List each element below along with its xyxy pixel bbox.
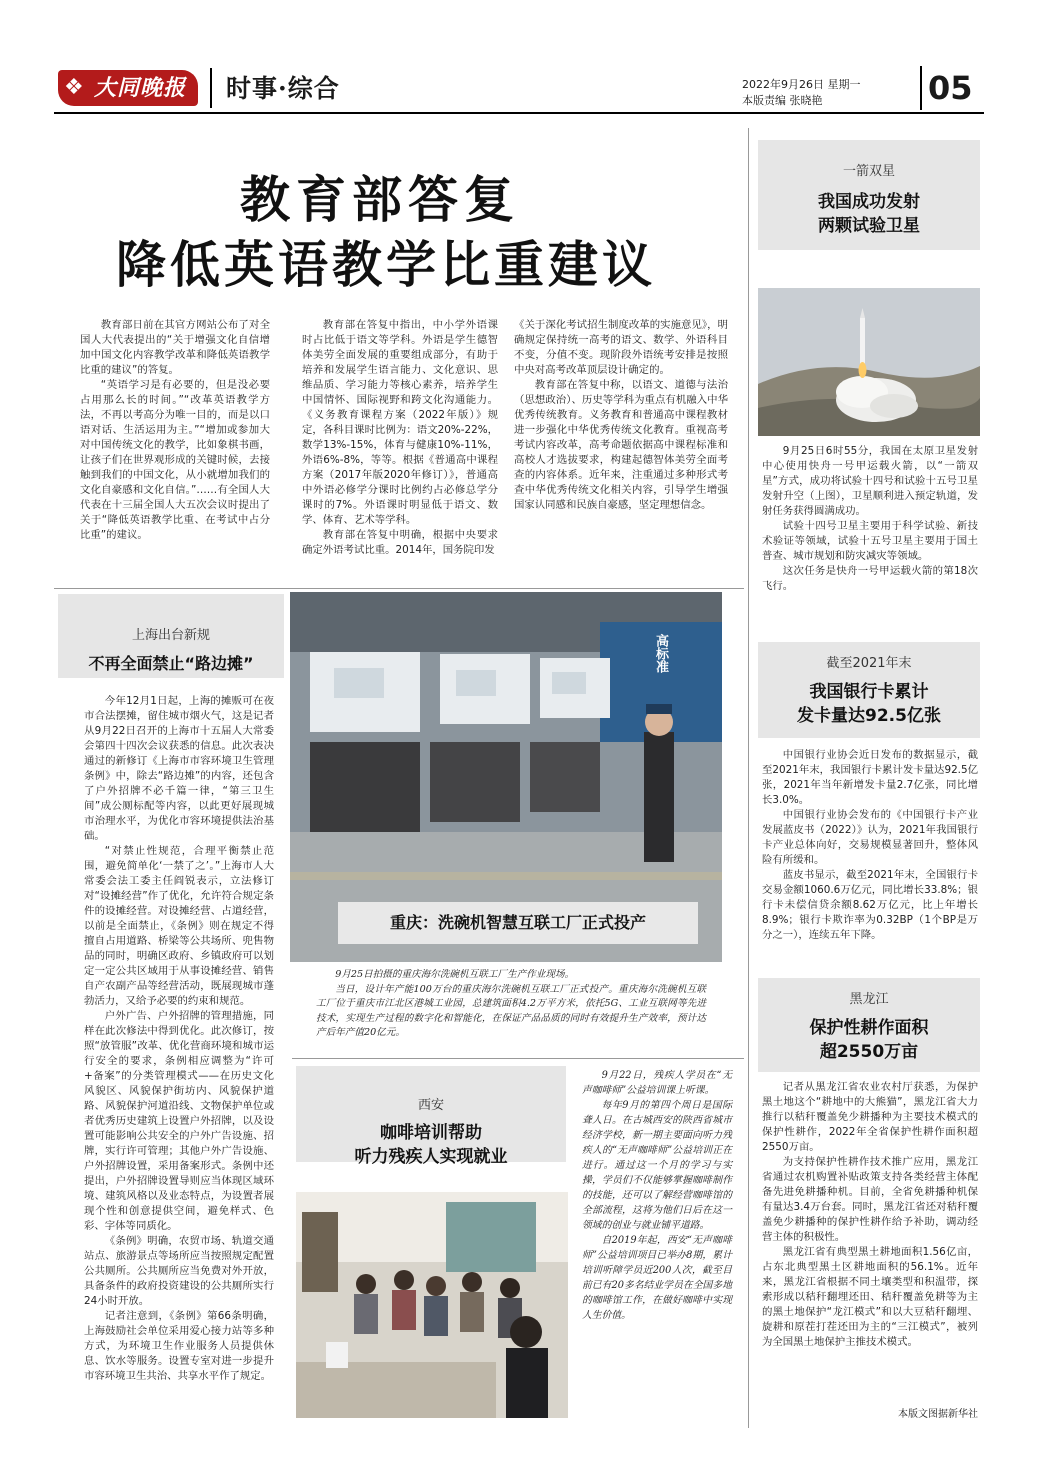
coffee-class-illustration (296, 1192, 568, 1418)
heilongjiang-paragraph: 为支持保护性耕作技术推广应用，黑龙江省通过农机购置补贴政策支持各类经营主体配备先进免耕播种机。目前，全省免耕播种机保有量达3.4万台套。同时，黑龙江省还对秸秆覆盖免少耕播种的保护性耕作给予补助，调动经营主体的积极性。 (762, 1156, 978, 1243)
lead-headline-line1: 教育部答复 (240, 171, 520, 229)
date-line: 2022年9月26日 星期一 (742, 78, 861, 91)
masthead (54, 62, 984, 114)
shanghai-paragraph: 《条例》明确，农贸市场、轨道交通站点、旅游景点等场所应当按照规定配置公共厕所。公共厕所应当免费对外开放，具备条件的政府投资建设的公共厕所实行24小时开放。 (84, 1235, 274, 1307)
chongqing-caption (316, 968, 706, 1042)
satellite-title-line1: 我国成功发射 (818, 192, 920, 212)
shanghai-paragraph: 户外广告、户外招牌的管理措施，同样在此次修法中得到优化。此次修订，按照“放管服”改革、优化营商环境和城市运行安全的要求，条例相应调整为“许可+备案”的分类管理模式——在历史文化风貌区、风貌保护街坊内、风貌保护道路、风貌保护河道沿线、文物保护单位或者优秀历史建筑上设置户外招牌，以及设置可能影响公共安全的户外广告设施、招牌，实行许可管理；其他户外广告设施、户外招牌设置，采用备案形式。条例中还提出，户外招牌设置导则应当体现区域环境、建筑风格以及业态特点，为设置者展现个性和创意提供空间，避免样式、色彩、字体等同质化。 (84, 1010, 274, 1232)
lead-col2-paragraph: 教育部在答复中指出，中小学外语课时占比低于语文等学科。外语是学生德智体美劳全面发展的重要组成部分，有助于培养和发展学生语言能力、文化意识、思维品质、学习能力等核心素养，培养学生中国情怀、国际视野和跨文化沟通能力。《义务教育课程方案（2022年版）》规定，各科目课时比例为：语文20%-22%，数学13%-15%，体育与健康10%-11%，外语6%-8%，等等。根据《普通高中课程方案（2017年版2020年修订）》，普通高中外语必修学分课时比例约占必修总学分课时的7%。外语课时明显低于语文、数学、体育、艺术等学科。 (302, 319, 498, 526)
shanghai-paragraph: 今年12月1日起，上海的摊贩可在夜市合法摆摊，留住城市烟火气，这是记者从9月22日召开的上海市十五届人大常委会第四十四次会议获悉的信息。此次表决通过的新修订《上海市市容环境卫生管理条例》中，除去“路边摊”的内容，还包含了户外招牌不必千篇一律，“第三卫生间”成公厕标配等内容，以此更好展现城市治理水平，为优化市容环境提供法治基础。 (84, 695, 274, 842)
bank-body (762, 748, 978, 964)
satellite-paragraph: 试验十四号卫星主要用于科学试验、新技术验证等领域，试验十五号卫星主要用于国土普查、城市规划和防灾减灾等领域。 (762, 520, 978, 562)
bank-paragraph: 中国银行业协会发布的《中国银行卡产业发展蓝皮书（2022）》认为，2021年我国银行卡产业总体向好，交易规模显著回升，整体风险有所缓和。 (762, 809, 978, 866)
factory-photo-sign: 高标准 (653, 634, 668, 673)
heilongjiang-title-line2: 超2550万亩 (819, 1042, 919, 1062)
satellite-paragraph: 这次任务是快舟一号甲运载火箭的第18次飞行。 (762, 565, 978, 592)
lead-column-3 (514, 318, 728, 580)
page-number-divider (920, 66, 922, 110)
lead-column-1 (80, 318, 270, 580)
heilongjiang-paragraph: 黑龙江省有典型黑土耕地面积1.56亿亩，占东北典型黑土区耕地面积的56.1%。近年来，黑龙江省根据不同土壤类型和积温带，探索形成以秸秆翻埋还田、秸秆覆盖免耕等为主的黑土地保护“龙江模式”和以大豆秸秆翻埋、旋耕和原茬打茬还田为主的“三江模式”，被列为全国黑土地保护主推技术模式。 (762, 1246, 978, 1348)
rocket-launch-illustration (758, 288, 980, 436)
satellite-title-line2: 两颗试验卫星 (818, 216, 920, 236)
xian-body (582, 1068, 732, 1424)
sidebar-divider (748, 128, 749, 1428)
xian-paragraph: 9月22日，残疾人学员在“无声咖啡师”公益培训课上听课。 (582, 1070, 732, 1096)
section-title: 时事·综合 (226, 74, 340, 103)
bank-paragraph: 中国银行业协会近日发布的数据显示，截至2021年末，我国银行卡累计发卡量达92.5亿张，2021年当年新增发卡量2.7亿张，同比增长3.0%。 (762, 749, 978, 806)
logo-text: 大同晚报 (93, 75, 186, 101)
satellite-body (762, 444, 978, 634)
lead-column-2 (302, 318, 498, 580)
xian-paragraph: 每年9月的第四个周日是国际聋人日。在古城西安的陕西省城市经济学校，新一期主要面向听力残疾人的“无声咖啡师”公益培训正在进行。通过这一个月的学习与实操，学员们不仅能够掌握咖啡制作的技能，还可以了解经营咖啡馆的全部流程，这将为他们日后在这一领域的创业与就业铺平道路。 (582, 1100, 732, 1231)
xian-top-rule (292, 1058, 744, 1059)
xian-kicker: 西安 (417, 1098, 444, 1113)
heilongjiang-paragraph: 记者从黑龙江省农业农村厅获悉，为保护黑土地这个“耕地中的大熊猫”，黑龙江省大力推行以秸秆覆盖免少耕播种为主要技术模式的保护性耕作，2022年全省保护性耕作面积超2550万亩。 (762, 1081, 978, 1153)
lead-col3-paragraph: 《关于深化考试招生制度改革的实施意见》，明确规定保持统一高考的语文、数学、外语科目不变，分值不变。现阶段外语统考安排是按照中央对高考改革顶层设计确定的。 (514, 319, 728, 376)
shanghai-title: 不再全面禁止“路边摊” (88, 654, 254, 673)
xian-title-line1: 咖啡培训帮助 (380, 1123, 482, 1143)
bank-title-line2: 发卡量达92.5亿张 (797, 706, 941, 726)
lead-col1-paragraph: “英语学习是有必要的，但是没必要占用那么长的时间。”“改革英语教学方法，不再以考高分为唯一目的，而是以口语对话、生活运用为主。”“增加或参加大对中国传统文化的教学，比如象棋书画，让孩子们在世界观形成的关键时候，去接触到我们的中国文化，从小就增加我们的文化自豪感和文化自信。”……有全国人大代表在十三届全国人大五次会议时提出了关于“降低英语教学比重、在考试中占分比重”的建议。 (80, 379, 270, 541)
shanghai-paragraph: 记者注意到，《条例》第66条明确，上海鼓励社会单位采用爱心接力站等多种方式，为环境卫生作业服务人员提供休息、饮水等服务。设置专室对进一步提升市容环境卫生共治、共享水平作了规定。 (84, 1310, 274, 1382)
heilongjiang-body (762, 1080, 978, 1402)
masthead-divider (210, 68, 212, 108)
xian-paragraph: 自2019年起，西安“无声咖啡师”公益培训项目已举办8期，累计培训听障学员近200人次，截至目前已有20多名结业学员在全国多地的咖啡馆工作，在做好咖啡中实现人生价值。 (582, 1235, 732, 1321)
bank-kicker: 截至2021年末 (826, 656, 912, 671)
shanghai-paragraph: “对禁止性规范，合理平衡禁止范围，避免简单化‘一禁了之’。”上海市人大常委会法工委主任阎锐表示，立法修订对“设摊经营”作了优化，允许符合规定条件的设摊经营。对设摊经营、占道经营，以前是全面禁止，《条例》则在规定不得擅自占用道路、桥梁等公共场所、兜售物品的同时，明确区政府、乡镇政府可以划定一定公共区域用于从事设摊经营、销售自产农副产品等经营活动，既展现城市蓬勃活力，又给予必要的约束和规范。 (84, 845, 274, 1007)
shanghai-kicker: 上海出台新规 (131, 628, 210, 643)
lead-headline-line2: 降低英语教学比重建议 (116, 236, 656, 294)
chongqing-caption-body: 当日，设计年产能100万台的重庆海尔洗碗机互联工厂正式投产。重庆海尔洗碗机互联工厂位于重庆市江北区港城工业园，总建筑面积4.2万平方米，依托5G、工业互联网等先进技术，实现生产过程的数字化和智能化，在保证产品品质的同时有效提升生产效率，预计达产后年产值20亿元。 (316, 983, 706, 1038)
chongqing-caption-lead: 9月25日拍摄的重庆海尔洗碗机互联工厂生产作业现场。 (335, 969, 575, 980)
rocket-launch-photo (758, 288, 980, 436)
lead-col1-paragraph: 教育部日前在其官方网站公布了对全国人大代表提出的“关于增强文化自信增加中国文化内容教学改革和降低英语教学比重的建议”的答复。 (80, 319, 270, 376)
satellite-paragraph: 9月25日6时55分，我国在太原卫星发射中心使用快舟一号甲运载火箭，以“一箭双星”方式，成功将试验十四号和试验十五号卫星发射升空（上图），卫星顺利进入预定轨道，发射任务获得圆满成功。 (762, 445, 978, 517)
lead-col2-paragraph: 教育部在答复中明确，根据中央要求确定外语考试比重。2014年，国务院印发 (302, 529, 498, 556)
editor-line: 本版责编 张晓艳 (742, 94, 823, 107)
bank-paragraph: 蓝皮书显示，截至2021年末，全国银行卡交易金额1060.6万亿元，同比增长33.8%；银行卡未偿信贷余额8.62万亿元，比上年增长8.9%；银行卡欺诈率为0.32BP（1个BP是万分之一），连续五年下降。 (762, 869, 978, 941)
coffee-class-photo (296, 1192, 568, 1418)
chongqing-banner-text: 重庆：洗碗机智慧互联工厂正式投产 (389, 913, 646, 932)
satellite-kicker: 一箭双星 (842, 164, 895, 179)
photo-source-credit: 本版文图据新华社 (898, 1409, 978, 1420)
heilongjiang-title-line1: 保护性耕作面积 (809, 1018, 929, 1038)
logo-icon: ❖ (64, 75, 84, 100)
lead-col3-paragraph: 教育部在答复中称，以语文、道德与法治（思想政治）、历史等学科为重点有机融入中华优秀传统教育。义务教育和普通高中课程教材进一步强化中华优秀传统文化教育。重视高考考试内容改革，高考命题依据高中课程标准和高校人才选拔要求，构建起德智体美劳全面考查的内容体系。近年来，注重通过多种形式考查中华优秀传统文化相关内容，引导学生增强国家认同感和民族自豪感，坚定理想信念。 (514, 379, 728, 511)
lead-bottom-rule (54, 588, 744, 589)
shanghai-body (84, 694, 274, 1424)
xian-title-line2: 听力残疾人实现就业 (354, 1147, 508, 1167)
heilongjiang-kicker: 黑龙江 (849, 992, 889, 1007)
page-number: 05 (928, 69, 973, 107)
masthead-bottom-rule (54, 112, 984, 114)
bank-title-line1: 我国银行卡累计 (809, 682, 929, 702)
